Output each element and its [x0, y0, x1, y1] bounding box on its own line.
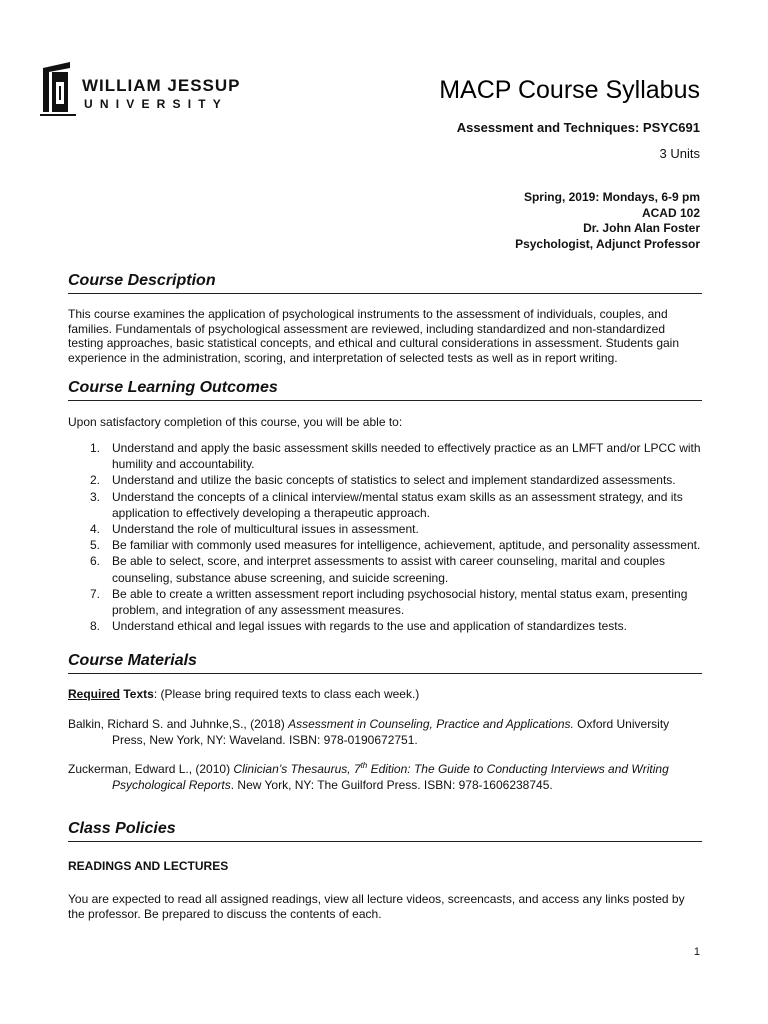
readings-lectures-text: You are expected to read all assigned readings, view all lecture videos, screencasts, and access any links posted by the professor. Be prepared to discuss the contents of each.: [68, 892, 685, 921]
reference-item: Zuckerman, Edward L., (2010) Clinician’s Thesaurus, 7th Edition: The Guide to Conducting Interviews and Writing Psychological Reports. New York, NY: The Guilford Press. ISBN: 978-1606238745.: [68, 761, 669, 792]
instructor: Dr. John Alan Foster: [583, 221, 700, 235]
outcome-item: 6. Be able to select, score, and interpret assessments to assist with career counseling, marital and couples counseling, substance abuse screening, and suicide screening.: [89, 554, 665, 585]
outcome-item: 8. Understand ethical and legal issues with regards to the use and application of standardizes tests.: [89, 619, 627, 634]
outcome-item: 4. Understand the role of multicultural issues in assessment.: [89, 522, 419, 537]
room: ACAD 102: [641, 205, 700, 220]
logo-name: WILLIAM JESSUP: [82, 76, 241, 95]
document-title: MACP Course Syllabus: [439, 76, 700, 104]
course-units: 3 Units: [659, 146, 700, 161]
course-meta: [515, 190, 700, 252]
outcome-item: 2. Understand and utilize the basic concepts of statistics to select and implement standardized assessments.: [89, 473, 676, 488]
reference-item: Balkin, Richard S. and Juhnke,S., (2018) Assessment in Counseling, Practice and Applications. Oxford University Press, New York, NY: Waveland. ISBN: 978-0190672751.: [68, 717, 670, 747]
required-note: : (Please bring required texts to class each week.): [153, 687, 420, 701]
class-policies-heading: Class Policies: [68, 819, 702, 842]
page-number: 1: [693, 946, 700, 958]
instructor-title: Psychologist, Adjunct Professor: [515, 236, 700, 251]
course-description-heading: Course Description: [68, 271, 702, 294]
outcome-item: 5. Be familiar with commonly used measures for intelligence, achievement, aptitude, and personality assessment.: [89, 538, 701, 553]
outcome-item: 3. Understand the concepts of a clinical interview/mental status exam skills as an assessment strategy, and its application to effectively developing a therapeutic approach.: [89, 489, 683, 520]
logo-university: UNIVERSITY: [84, 97, 229, 111]
readings-lectures-subheading: READINGS AND LECTURES: [68, 859, 229, 873]
learning-outcomes-list: [82, 440, 702, 634]
learning-outcomes-intro: Upon satisfactory completion of this course, you will be able to:: [68, 415, 403, 429]
university-logo: [40, 60, 290, 122]
learning-outcomes-heading: Course Learning Outcomes: [68, 378, 702, 401]
required-label: Required: [68, 687, 121, 701]
course-name: Assessment and Techniques: PSYC691: [456, 120, 700, 135]
texts-label: Texts: [123, 687, 154, 701]
outcome-item: 7. Be able to create a written assessment report including psychosocial history, mental status exam, presenting problem, and integration of any assessment measures.: [89, 586, 688, 618]
outcome-item: 1. Understand and apply the basic assessment skills needed to effectively practice as an LMFT and/or LPCC with humility and accountability.: [89, 441, 701, 472]
logo-tower-icon: [40, 60, 78, 122]
schedule: Spring, 2019: Mondays, 6-9 pm: [523, 190, 700, 204]
course-description-text: This course examines the application of psychological instruments to the assessment of individuals, couples, and families. Fundamentals of psychological assessment are reviewed, including standardized and non-standardized testing approaches, basic statistical concepts, and ethical and cultural considerations in assessment. Students gain experience in the administration, scoring, and interpretation of selected tests as well as in report writing.: [68, 307, 680, 365]
required-texts-line: [68, 687, 702, 702]
course-materials-heading: Course Materials: [68, 651, 702, 674]
